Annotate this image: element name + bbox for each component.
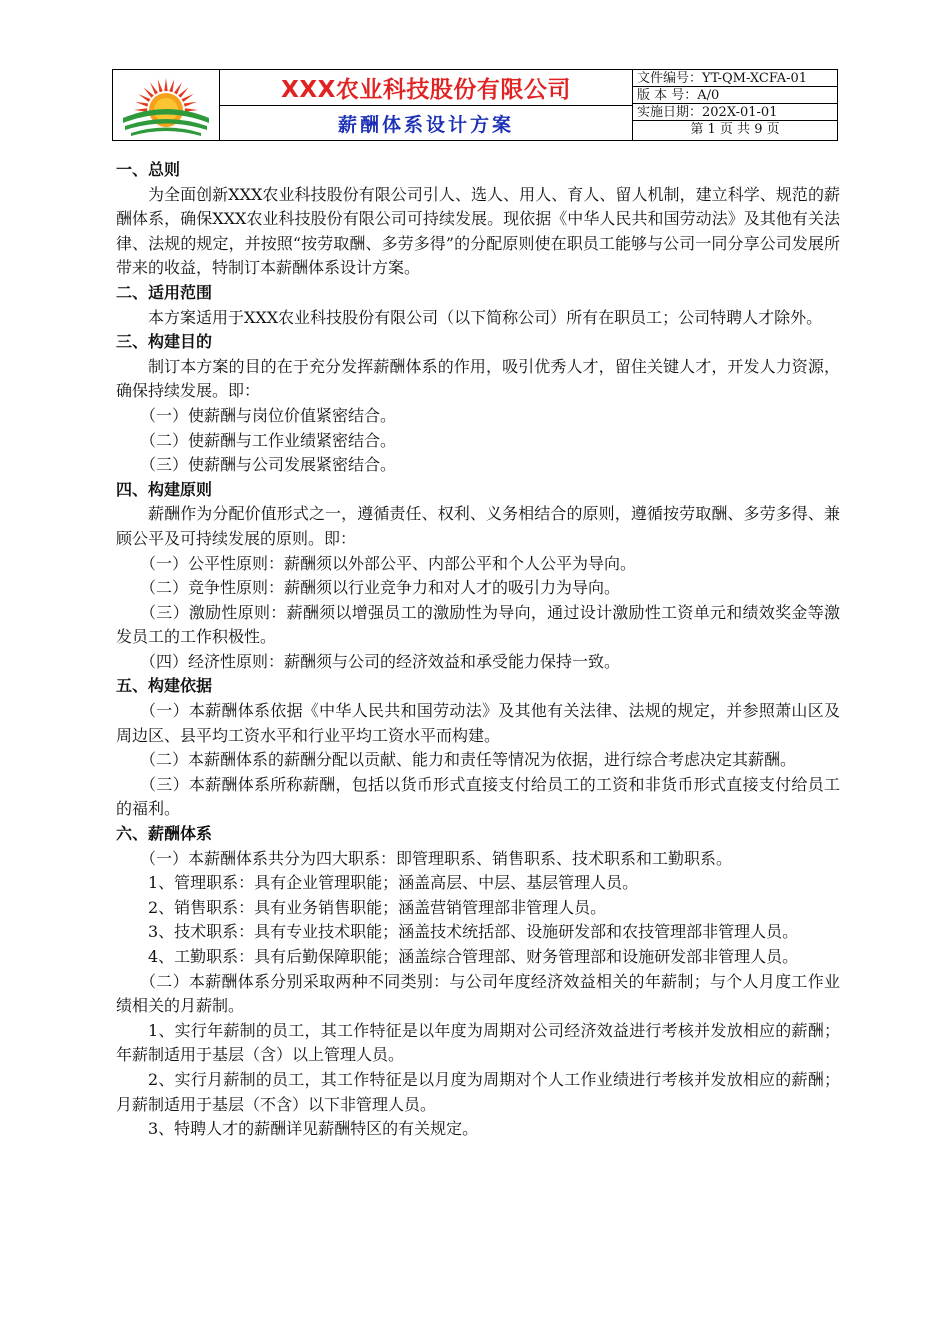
list-item: （三）激励性原则：薪酬须以增强员工的激励性为导向，通过设计激励性工资单元和绩效奖金等激发员工的工作积极性。	[116, 602, 840, 647]
list-item: （一）使薪酬与岗位价值紧密结合。	[140, 405, 397, 425]
sun-ray	[135, 102, 148, 107]
company-name: XXX农业科技股份有限公司	[220, 70, 633, 106]
document-body	[116, 158, 840, 1142]
section-heading: 五、构建依据	[116, 676, 213, 696]
sun-ray	[158, 79, 163, 92]
section-heading: 四、构建原则	[116, 479, 213, 499]
list-item: （四）经济性原则：薪酬须与公司的经济效益和承受能力保持一致。	[140, 651, 621, 671]
file-number: 文件编号：YT-QM-XCFA-01	[633, 70, 837, 87]
list-item: 3、技术职系：具有专业技术职能；涵盖技术统括部、设施研发部和农技管理部非管理人员。	[148, 922, 799, 942]
list-item: （三）本薪酬体系所称薪酬，包括以货币形式直接支付给员工的工资和非货币形式直接支付给员工的福利。	[116, 774, 840, 819]
sun-ray	[178, 87, 188, 97]
effective-date: 实施日期：202X-01-01	[633, 104, 837, 121]
section-heading: 三、构建目的	[116, 332, 213, 352]
paragraph: 薪酬作为分配价值形式之一，遵循责任、权利、义务相结合的原则，遵循按劳取酬、多劳多得、兼顾公平及可持续发展的原则。即：	[116, 504, 840, 548]
section-heading: 二、适用范围	[116, 282, 213, 302]
sun-ray	[143, 87, 153, 97]
list-item: 4、工勤职系：具有后勤保障职能；涵盖综合管理部、财务管理部和设施研发部非管理人员。	[148, 947, 799, 966]
list-item: 1、管理职系：具有企业管理职能；涵盖高层、中层、基层管理人员。	[148, 873, 639, 893]
paragraph: 为全面创新XXX农业科技股份有限公司引人、选人、用人、育人、留人机制，建立科学、规范的薪酬体系，确保XXX农业科技股份有限公司可持续发展。现依据《中华人民共和国劳动法》及其他有关法律、法规的规定，并按照“按劳取酬、多劳多得”的分配原则使在职员工能够与公司一同分享公司发展所带来的收益，特制订本薪酬体系设计方案。	[116, 184, 840, 278]
list-item: （一）本薪酬体系依据《中华人民共和国劳动法》及其他有关法律、法规的规定，并参照萧山区及周边区、县平均工资水平和行业平均工资水平而构建。	[116, 701, 840, 745]
list-item: 1、实行年薪制的员工，其工作特征是以年度为周期对公司经济效益进行考核并发放相应的薪酬；年薪制适用于基层（含）以上管理人员。	[116, 1020, 840, 1065]
paragraph: 制订本方案的目的在于充分发挥薪酬体系的作用，吸引优秀人才，留住关键人才，开发人力资源，确保持续发展。即：	[116, 356, 840, 401]
list-item: （二）本薪酬体系的薪酬分配以贡献、能力和责任等情况为依据，进行综合考虑决定其薪酬。	[140, 750, 797, 770]
logo-cell	[113, 70, 220, 140]
section-heading: 一、总则	[116, 160, 181, 179]
list-item: （二）使薪酬与工作业绩紧密结合。	[140, 430, 397, 450]
list-item: （二）竞争性原则：薪酬须以行业竞争力和对人才的吸引力为导向。	[140, 578, 621, 598]
list-item: 2、销售职系：具有业务销售职能；涵盖营销管理部非管理人员。	[148, 897, 607, 917]
sun-ray	[174, 82, 182, 94]
document-header	[112, 69, 838, 141]
paragraph: 本方案适用于XXX农业科技股份有限公司（以下简称公司）所有在职员工；公司特聘人才除外。	[148, 307, 823, 327]
sun-ray	[169, 79, 174, 92]
list-item: （一）本薪酬体系共分为四大职系：即管理职系、销售职系、技术职系和工勤职系。	[140, 848, 733, 868]
sun-ray	[150, 82, 158, 94]
sun-ray	[138, 94, 150, 102]
sun-ray	[182, 94, 194, 102]
list-item: （三）使薪酬与公司发展紧密结合。	[140, 455, 397, 475]
page-number: 第 1 页 共 9 页	[690, 122, 780, 137]
sun-ray	[164, 78, 167, 91]
company-logo-icon	[113, 70, 219, 140]
list-item: 3、特聘人才的薪酬详见薪酬特区的有关规定。	[148, 1119, 479, 1139]
sun-ray	[184, 102, 197, 107]
list-item: （二）本薪酬体系分别采取两种不同类别：与公司年度经济效益相关的年薪制；与个人月度工作业绩相关的月薪制。	[116, 971, 840, 1016]
list-item: （一）公平性原则：薪酬须以外部公平、内部公平和个人公平为导向。	[140, 553, 637, 573]
section-heading: 六、薪酬体系	[116, 824, 213, 844]
document-title: 薪酬体系设计方案	[220, 106, 633, 140]
version-number: 版 本 号：A/0	[633, 87, 837, 104]
list-item: 2、实行月薪制的员工，其工作特征是以月度为周期对个人工作业绩进行考核并发放相应的薪酬；月薪制适用于基层（不含）以下非管理人员。	[116, 1069, 840, 1114]
